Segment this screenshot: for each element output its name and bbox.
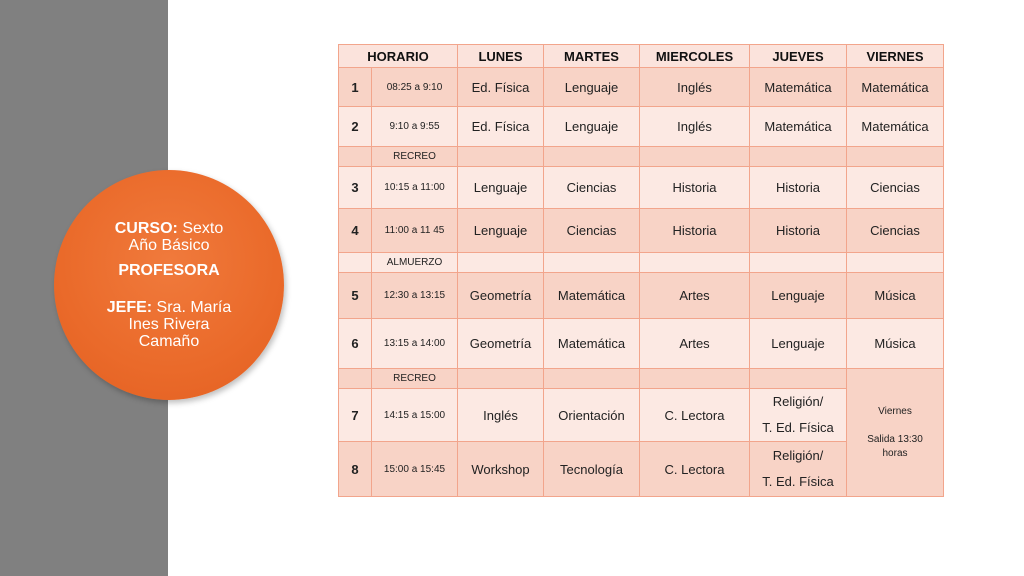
cell-jueves-line2: T. Ed. Física: [762, 420, 834, 435]
break-label: ALMUERZO: [372, 253, 458, 273]
cell-martes: Matemática: [544, 319, 640, 369]
period-number: 3: [339, 167, 372, 209]
table-row: [339, 209, 944, 253]
cell-miercoles: C. Lectora: [640, 389, 750, 442]
header-martes: MARTES: [544, 45, 640, 68]
profesora-block: [84, 262, 254, 279]
cell-jueves: Matemática: [750, 107, 847, 147]
cell-miercoles: Historia: [640, 209, 750, 253]
period-number: 6: [339, 319, 372, 369]
cell-lunes: Geometría: [458, 319, 544, 369]
cell-lunes: Ed. Física: [458, 68, 544, 107]
cell-viernes: Ciencias: [847, 167, 944, 209]
cell-miercoles: C. Lectora: [640, 442, 750, 497]
cell-martes: Tecnología: [544, 442, 640, 497]
header-row: [339, 45, 944, 68]
break-row: [339, 369, 944, 389]
schedule-table: [338, 44, 944, 497]
table-row: [339, 107, 944, 147]
curso-value-1: Sexto: [182, 220, 224, 237]
cell-jueves: Historia: [750, 209, 847, 253]
period-number: 5: [339, 273, 372, 319]
cell-jueves: Historia: [750, 167, 847, 209]
jefe-value-3: Camaño: [138, 333, 200, 350]
header-lunes: LUNES: [458, 45, 544, 68]
cell-jueves: Matemática: [750, 68, 847, 107]
cell-viernes: Ciencias: [847, 209, 944, 253]
cell-martes: Matemática: [544, 273, 640, 319]
cell-martes: Lenguaje: [544, 68, 640, 107]
break-row: [339, 147, 944, 167]
cell-lunes: Lenguaje: [458, 167, 544, 209]
header-miercoles: MIERCOLES: [640, 45, 750, 68]
cell-viernes: Matemática: [847, 68, 944, 107]
cell-lunes: Geometría: [458, 273, 544, 319]
period-time: 13:15 a 14:00: [372, 319, 458, 369]
cell-lunes: Ed. Física: [458, 107, 544, 147]
table-row: [339, 319, 944, 369]
friday-note-line2: Salida 13:30: [867, 433, 923, 445]
cell-martes: Orientación: [544, 389, 640, 442]
cell-viernes: Música: [847, 319, 944, 369]
cell-miercoles: Artes: [640, 319, 750, 369]
curso-label: CURSO:: [114, 220, 178, 237]
cell-jueves: [750, 389, 847, 442]
period-number: 8: [339, 442, 372, 497]
break-row: [339, 253, 944, 273]
header-viernes: VIERNES: [847, 45, 944, 68]
friday-note-line1: Viernes: [878, 405, 912, 417]
period-time: 10:15 a 11:00: [372, 167, 458, 209]
table-row: [339, 167, 944, 209]
cell-jueves-line1: Religión/: [772, 448, 824, 463]
header-jueves: JUEVES: [750, 45, 847, 68]
period-time: 12:30 a 13:15: [372, 273, 458, 319]
period-number: 7: [339, 389, 372, 442]
period-time: 9:10 a 9:55: [372, 107, 458, 147]
cell-miercoles: Artes: [640, 273, 750, 319]
profesora-label: PROFESORA: [118, 262, 220, 279]
table-row: [339, 273, 944, 319]
cell-viernes: Música: [847, 273, 944, 319]
friday-note: [847, 369, 944, 497]
cell-martes: Lenguaje: [544, 107, 640, 147]
cell-miercoles: Historia: [640, 167, 750, 209]
cell-lunes: Inglés: [458, 389, 544, 442]
period-time: 14:15 a 15:00: [372, 389, 458, 442]
period-time: 11:00 a 11 45: [372, 209, 458, 253]
jefe-label: JEFE:: [106, 299, 153, 316]
course-info: [84, 220, 254, 254]
cell-viernes: Matemática: [847, 107, 944, 147]
cell-martes: Ciencias: [544, 209, 640, 253]
jefe-value-1: Sra. María: [156, 299, 232, 316]
cell-jueves: Lenguaje: [750, 319, 847, 369]
break-label: RECREO: [372, 369, 458, 389]
curso-value-2: Año Básico: [128, 237, 210, 254]
cell-miercoles: Inglés: [640, 107, 750, 147]
cell-miercoles: Inglés: [640, 68, 750, 107]
break-label: RECREO: [372, 147, 458, 167]
table-row: [339, 68, 944, 107]
period-time: 15:00 a 15:45: [372, 442, 458, 497]
cell-jueves: [750, 442, 847, 497]
cell-jueves-line1: Religión/: [772, 394, 824, 409]
course-info-circle: [54, 170, 284, 400]
cell-jueves-line2: T. Ed. Física: [762, 474, 834, 489]
jefe-value-2: Ines Rivera: [128, 316, 210, 333]
period-number: 1: [339, 68, 372, 107]
friday-note-line3: horas: [882, 447, 908, 459]
period-time: 08:25 a 9:10: [372, 68, 458, 107]
period-number: 2: [339, 107, 372, 147]
cell-lunes: Lenguaje: [458, 209, 544, 253]
cell-lunes: Workshop: [458, 442, 544, 497]
period-number: 4: [339, 209, 372, 253]
jefe-info: [84, 299, 254, 350]
cell-martes: Ciencias: [544, 167, 640, 209]
header-horario: HORARIO: [339, 45, 458, 68]
cell-jueves: Lenguaje: [750, 273, 847, 319]
